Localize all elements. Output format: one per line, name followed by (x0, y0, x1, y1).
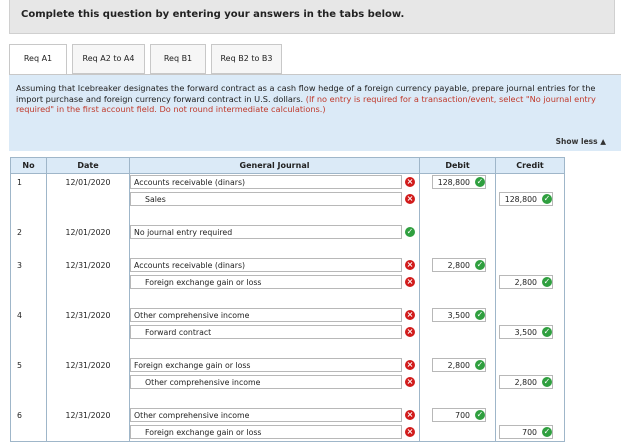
entry-date (47, 274, 130, 291)
correct-icon: ✓ (476, 360, 484, 369)
credit-cell-wrap (496, 191, 564, 208)
debit-input[interactable]: 2,800 (432, 358, 486, 372)
spacer-cell (130, 391, 420, 407)
incorrect-icon: × (406, 277, 414, 286)
debit-cell (420, 374, 496, 391)
entry-number (11, 324, 47, 341)
tab-req-a1[interactable]: Req A1 (9, 44, 67, 76)
credit-cell (496, 374, 565, 391)
correct-icon: ✓ (476, 177, 484, 186)
spacer-cell (496, 391, 565, 407)
correct-icon: ✓ (543, 277, 551, 286)
account-cell-wrap (130, 224, 419, 241)
incorrect-icon: × (406, 377, 414, 386)
correct-icon: ✓ (543, 327, 551, 336)
credit-cell-wrap (496, 374, 564, 391)
entry-date (47, 191, 130, 208)
credit-cell (496, 224, 565, 241)
spacer-row (11, 341, 565, 357)
account-cell (130, 274, 420, 291)
credit-cell (496, 257, 565, 274)
credit-cell (496, 307, 565, 324)
spacer-cell (11, 341, 47, 357)
credit-cell (496, 174, 565, 192)
table-row (11, 374, 565, 391)
instructions-panel (9, 74, 621, 151)
incorrect-icon: × (406, 177, 414, 186)
credit-cell-wrap (496, 274, 564, 291)
entry-number: 6 (11, 407, 47, 424)
entry-date: 12/01/2020 (47, 174, 130, 192)
account-cell (130, 407, 420, 424)
account-cell (130, 191, 420, 208)
correct-icon: ✓ (476, 260, 484, 269)
spacer-cell (130, 341, 420, 357)
credit-cell-wrap (496, 407, 564, 424)
account-select[interactable]: Sales (130, 192, 402, 206)
account-cell-wrap (130, 191, 419, 208)
table-row (11, 174, 565, 192)
entry-number: 3 (11, 257, 47, 274)
col-debit: Debit (420, 158, 496, 174)
incorrect-icon: × (406, 410, 414, 419)
spacer-cell (420, 291, 496, 307)
debit-input[interactable]: 3,500 (432, 308, 486, 322)
table-row (11, 407, 565, 424)
credit-input[interactable]: 700 (499, 425, 553, 439)
debit-cell-wrap (420, 274, 495, 291)
account-cell-wrap (130, 357, 419, 374)
spacer-cell (11, 391, 47, 407)
credit-cell-wrap (496, 257, 564, 274)
debit-cell-wrap (420, 324, 495, 341)
account-cell-wrap (130, 374, 419, 391)
journal-table (10, 157, 565, 442)
credit-cell (496, 274, 565, 291)
debit-cell (420, 191, 496, 208)
account-cell (130, 357, 420, 374)
debit-cell-wrap (420, 174, 495, 191)
spacer-cell (496, 341, 565, 357)
journal-grid (10, 157, 565, 442)
spacer-cell (47, 391, 130, 407)
debit-cell (420, 307, 496, 324)
spacer-cell (420, 241, 496, 257)
entry-date: 12/31/2020 (47, 307, 130, 324)
account-cell-wrap (130, 274, 419, 291)
spacer-cell (130, 291, 420, 307)
entry-date (47, 324, 130, 341)
account-cell (130, 174, 420, 192)
incorrect-icon: × (406, 194, 414, 203)
credit-input[interactable]: 3,500 (499, 325, 553, 339)
table-row (11, 191, 565, 208)
account-select[interactable]: Accounts receivable (dinars) (130, 258, 402, 272)
table-row (11, 224, 565, 241)
entry-number: 2 (11, 224, 47, 241)
col-date: Date (47, 158, 130, 174)
incorrect-icon: × (406, 360, 414, 369)
tab-req-b1[interactable]: Req B1 (150, 44, 206, 74)
debit-cell (420, 424, 496, 442)
entry-number: 5 (11, 357, 47, 374)
col-credit: Credit (496, 158, 565, 174)
table-row (11, 424, 565, 442)
incorrect-icon: × (406, 310, 414, 319)
entry-date: 12/01/2020 (47, 224, 130, 241)
credit-cell-wrap (496, 174, 564, 191)
account-cell-wrap (130, 257, 419, 274)
debit-cell-wrap (420, 307, 495, 324)
credit-cell-wrap (496, 307, 564, 324)
correct-icon: ✓ (543, 427, 551, 436)
account-cell-wrap (130, 424, 419, 441)
incorrect-icon: × (406, 260, 414, 269)
entry-number (11, 191, 47, 208)
account-cell (130, 257, 420, 274)
account-cell-wrap (130, 174, 419, 191)
debit-cell (420, 407, 496, 424)
tab-req-a2-to-a4[interactable]: Req A2 to A4 (72, 44, 145, 74)
credit-input[interactable]: 2,800 (499, 275, 553, 289)
debit-cell-wrap (420, 374, 495, 391)
credit-input[interactable]: 2,800 (499, 375, 553, 389)
table-row (11, 357, 565, 374)
debit-cell (420, 257, 496, 274)
spacer-row (11, 208, 565, 224)
account-select[interactable]: Foreign exchange gain or loss (130, 425, 402, 439)
correct-icon: ✓ (543, 194, 551, 203)
entry-date (47, 424, 130, 442)
instructions-main: Assuming that Icebreaker designates the forward contract as a cash flow hedge of a foreign currency payable, prepare journal entries for the import purchase and foreign currency forward contract in U.S. dollars. (16, 83, 596, 104)
spacer-cell (47, 208, 130, 224)
entry-date: 12/31/2020 (47, 357, 130, 374)
account-select[interactable]: Foreign exchange gain or loss (130, 358, 402, 372)
account-select[interactable]: Other comprehensive income (130, 308, 402, 322)
credit-cell (496, 191, 565, 208)
spacer-cell (420, 208, 496, 224)
table-row (11, 307, 565, 324)
spacer-cell (11, 208, 47, 224)
account-cell-wrap (130, 407, 419, 424)
col-no: No (11, 158, 47, 174)
debit-cell-wrap (420, 224, 495, 241)
correct-icon: ✓ (543, 377, 551, 386)
debit-cell-wrap (420, 257, 495, 274)
entry-number: 4 (11, 307, 47, 324)
debit-cell (420, 174, 496, 192)
credit-cell (496, 357, 565, 374)
account-select[interactable]: Foreign exchange gain or loss (130, 275, 402, 289)
incorrect-icon: × (406, 427, 414, 436)
credit-input[interactable]: 128,800 (499, 192, 553, 206)
debit-input[interactable]: 2,800 (432, 258, 486, 272)
instructions-text (16, 83, 614, 115)
table-row (11, 257, 565, 274)
entry-date: 12/31/2020 (47, 407, 130, 424)
account-select[interactable]: Other comprehensive income (130, 408, 402, 422)
spacer-cell (11, 241, 47, 257)
credit-cell-wrap (496, 224, 564, 241)
question-header (9, 0, 615, 34)
incorrect-icon: × (406, 327, 414, 336)
spacer-cell (130, 208, 420, 224)
debit-input[interactable]: 700 (432, 408, 486, 422)
debit-cell (420, 324, 496, 341)
debit-cell-wrap (420, 357, 495, 374)
account-cell-wrap (130, 307, 419, 324)
entry-number (11, 374, 47, 391)
correct-icon: ✓ (406, 227, 414, 236)
account-cell (130, 224, 420, 241)
account-select[interactable]: Forward contract (130, 325, 402, 339)
spacer-row (11, 241, 565, 257)
account-cell (130, 324, 420, 341)
tab-req-b2-to-b3[interactable]: Req B2 to B3 (211, 44, 282, 74)
spacer-cell (47, 241, 130, 257)
debit-cell (420, 357, 496, 374)
debit-cell-wrap (420, 191, 495, 208)
spacer-cell (496, 241, 565, 257)
debit-cell (420, 224, 496, 241)
entry-number (11, 424, 47, 442)
account-cell (130, 374, 420, 391)
spacer-cell (496, 208, 565, 224)
debit-cell-wrap (420, 424, 495, 441)
account-cell (130, 307, 420, 324)
account-select[interactable]: Accounts receivable (dinars) (130, 175, 402, 189)
debit-cell-wrap (420, 407, 495, 424)
entry-number (11, 274, 47, 291)
credit-cell (496, 407, 565, 424)
correct-icon: ✓ (476, 410, 484, 419)
show-less-link[interactable]: Show less ▲ (555, 137, 606, 146)
credit-cell-wrap (496, 357, 564, 374)
spacer-cell (11, 291, 47, 307)
spacer-cell (496, 291, 565, 307)
entry-number: 1 (11, 174, 47, 192)
credit-cell (496, 424, 565, 442)
spacer-row (11, 391, 565, 407)
table-row (11, 274, 565, 291)
credit-cell (496, 324, 565, 341)
col-general-journal: General Journal (130, 158, 420, 174)
account-select[interactable]: Other comprehensive income (130, 375, 402, 389)
account-cell (130, 424, 420, 442)
entry-date: 12/31/2020 (47, 257, 130, 274)
spacer-cell (47, 291, 130, 307)
spacer-cell (47, 341, 130, 357)
spacer-cell (420, 341, 496, 357)
credit-cell-wrap (496, 324, 564, 341)
spacer-row (11, 291, 565, 307)
credit-cell-wrap (496, 424, 564, 441)
table-row (11, 324, 565, 341)
question-title: Complete this question by entering your answers in the tabs below. (21, 9, 405, 20)
spacer-cell (420, 391, 496, 407)
instructions-note: (If no entry is required for a transaction/event, select "No journal entry required" in the first account field. Do not round intermediate calculations.) (16, 93, 596, 114)
entry-date (47, 374, 130, 391)
debit-cell (420, 274, 496, 291)
account-cell-wrap (130, 324, 419, 341)
correct-icon: ✓ (476, 310, 484, 319)
account-select[interactable]: No journal entry required (130, 225, 402, 239)
spacer-cell (130, 241, 420, 257)
debit-input[interactable]: 128,800 (432, 175, 486, 189)
